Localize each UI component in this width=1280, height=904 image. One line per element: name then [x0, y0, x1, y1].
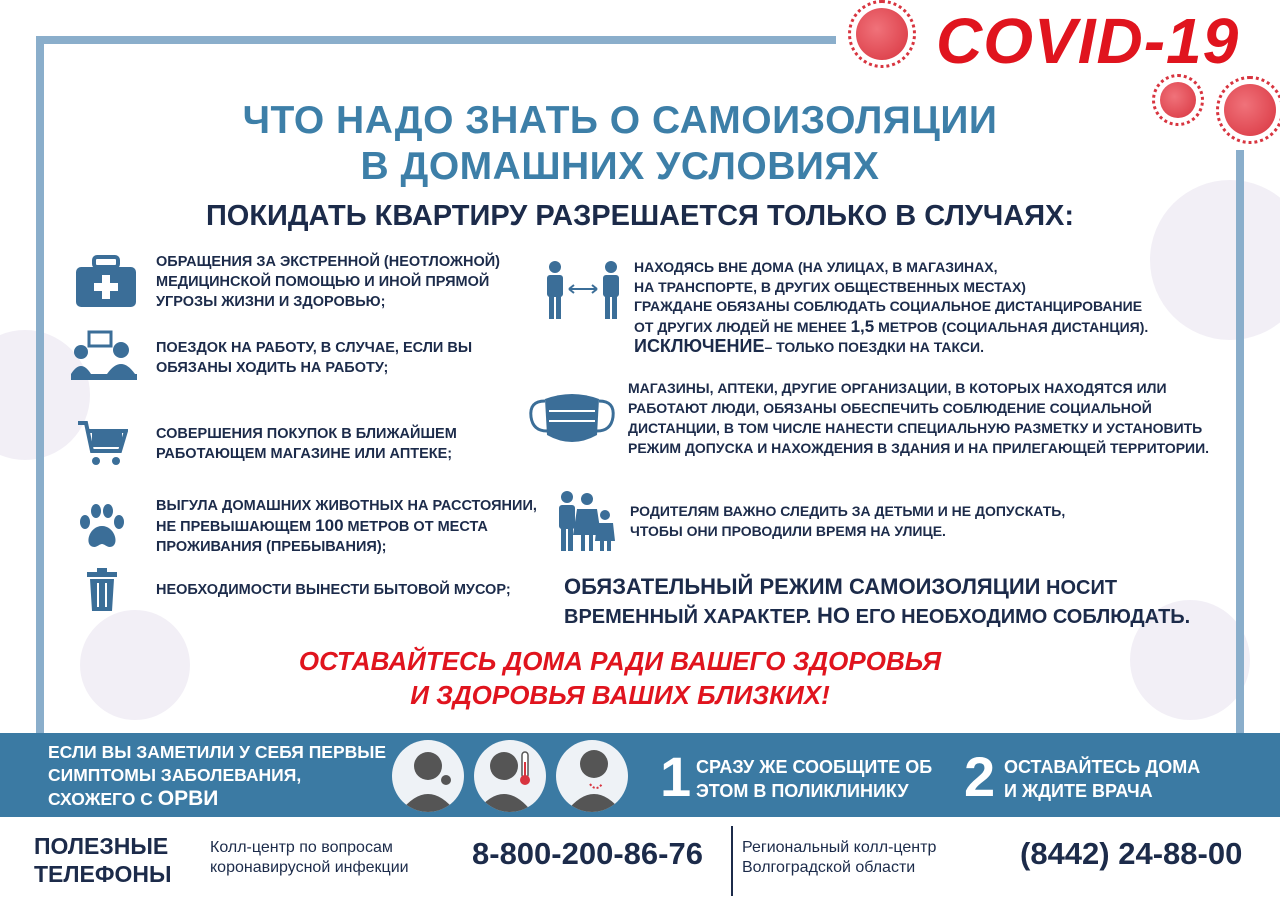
exception-label: ИСКЛЮЧЕНИЕ — [634, 336, 765, 356]
step-text — [1004, 755, 1200, 803]
text-line: ТЕЛЕФОНЫ — [34, 861, 172, 887]
text-line: И ЖДИТЕ ВРАЧА — [1004, 781, 1153, 801]
item-text: РОДИТЕЛЯМ ВАЖНО СЛЕДИТЬ ЗА ДЕТЬМИ И НЕ ДОПУСКАТЬ, ЧТОБЫ ОНИ ПРОВОДИЛИ ВРЕМЯ НА УЛИЦЕ. — [630, 503, 1066, 539]
background-virus-decoration — [80, 610, 190, 720]
frame-top — [36, 36, 836, 44]
note-part: ЕГО НЕОБХОДИМО СОБЛЮДАТЬ. — [850, 606, 1191, 628]
work-meeting-icon — [68, 330, 140, 386]
coughing-person-icon — [392, 740, 464, 812]
step-number: 1 — [660, 745, 692, 808]
note-part: ОБЯЗАТЕЛЬНЫЙ РЕЖИМ САМОИЗОЛЯЦИИ — [564, 574, 1041, 599]
text-part: – ТОЛЬКО ПОЕЗДКИ НА ТАКСИ. — [764, 339, 984, 355]
text-line — [48, 787, 398, 811]
useful-phones-label — [34, 832, 172, 888]
text-line: ОСТАВАЙТЕСЬ ДОМА — [1004, 757, 1201, 777]
list-item — [72, 252, 522, 312]
regional-phone-link[interactable]: (8442) 24-88-00 — [1020, 836, 1243, 871]
face-mask-icon — [526, 386, 618, 450]
trash-bin-icon — [72, 566, 132, 614]
text-line — [634, 317, 1148, 338]
frame-right — [1236, 150, 1244, 740]
text-line: ЕСЛИ ВЫ ЗАМЕТИЛИ У СЕБЯ ПЕРВЫЕ — [48, 742, 387, 762]
text-line: коронавирусной инфекции — [210, 859, 409, 876]
list-item — [72, 418, 522, 470]
text-number: 100 — [315, 516, 344, 535]
text-part: МЕТРОВ (СОЦИАЛЬНАЯ ДИСТАНЦИЯ). — [874, 318, 1149, 335]
self-isolation-note — [564, 573, 1204, 631]
stay-home-appeal — [200, 644, 1040, 712]
list-item — [540, 258, 1220, 358]
fever-thermometer-icon — [474, 740, 546, 812]
appeal-line: ОСТАВАЙТЕСЬ ДОМА РАДИ ВАШЕГО ЗДОРОВЬЯ — [298, 646, 942, 676]
text-line: ГРАЖДАНЕ ОБЯЗАНЫ СОБЛЮДАТЬ СОЦИАЛЬНОЕ ДИСТАНЦИРОВАНИЕ — [634, 298, 1143, 314]
page-title — [150, 98, 1090, 190]
text-line: СИМПТОМЫ ЗАБОЛЕВАНИЯ, — [48, 765, 302, 785]
title-line: В ДОМАШНИХ УСЛОВИЯХ — [360, 145, 880, 188]
virus-icon — [856, 8, 908, 60]
orvi-highlight: ОРВИ — [157, 787, 219, 810]
text-line: ЭТОМ В ПОЛИКЛИНИКУ — [696, 781, 909, 801]
symptoms-text — [48, 741, 398, 811]
hotline-caption — [210, 838, 409, 878]
frame-left — [36, 36, 44, 736]
footer-divider — [731, 826, 733, 896]
text-line: НАХОДЯСЬ ВНЕ ДОМА (НА УЛИЦАХ, В МАГАЗИНАХ, — [634, 259, 998, 275]
item-text: МАГАЗИНЫ, АПТЕКИ, ДРУГИЕ ОРГАНИЗАЦИИ, В КОТОРЫХ НАХОДЯТСЯ ИЛИ РАБОТАЮТ ЛЮДИ, ОБЯЗАНЫ ОБЕСПЕЧИТЬ СОБЛЮДЕНИЕ СОЦИАЛЬНОЙ ДИСТАНЦИИ, В ТОМ ЧИСЛЕ НАНЕСТИ СПЕЦИАЛЬНУЮ РАЗМЕТКУ И УСТАНОВИТЬ РЕЖИМ ДОПУСКА И НАХОЖДЕНИЯ В ЗДАНИЯ И НА ПРИЛЕГАЮЩЕЙ ТЕРРИТОРИИ. — [628, 380, 1210, 456]
list-item — [552, 488, 1092, 554]
family-icon — [552, 488, 618, 554]
list-item — [72, 566, 532, 614]
list-item — [72, 496, 552, 557]
item-text: ОБРАЩЕНИЯ ЗА ЭКСТРЕННОЙ (НЕОТЛОЖНОЙ) МЕДИЦИНСКОЙ ПОМОЩЬЮ И ИНОЙ ПРЯМОЙ УГРОЗЫ ЖИЗНИ И ЗДОРОВЬЮ; — [156, 254, 501, 310]
text-part: МЕТРОВ ОТ МЕСТА ПРОЖИВАНИЯ (ПРЕБЫВАНИЯ); — [156, 519, 488, 555]
note-part: НОСИТ ВРЕМЕННЫЙ ХАРАКТЕР. — [564, 577, 1118, 628]
step-number: 2 — [964, 745, 996, 808]
covid-badge: COVID-19 — [936, 5, 1240, 77]
item-text — [156, 496, 552, 557]
virus-icon — [1224, 84, 1276, 136]
text-line: НА ТРАНСПОРТЕ, В ДРУГИХ ОБЩЕСТВЕННЫХ МЕСТАХ) — [634, 278, 1026, 295]
paw-icon — [72, 501, 132, 553]
item-text — [634, 258, 1148, 358]
item-text: СОВЕРШЕНИЯ ПОКУПОК В БЛИЖАЙШЕМ РАБОТАЮЩЕМ МАГАЗИНЕ ИЛИ АПТЕКЕ; — [156, 426, 457, 462]
appeal-line: И ЗДОРОВЬЯ ВАШИХ БЛИЗКИХ! — [410, 680, 830, 710]
text-part: ВЫГУЛА ДОМАШНИХ ЖИВОТНЫХ НА РАССТОЯНИИ, НЕ ПРЕВЫШАЮЩЕМ — [156, 498, 537, 535]
list-item — [526, 378, 1216, 458]
hotline-phone-link[interactable]: 8-800-200-86-76 — [472, 836, 703, 871]
list-item — [68, 330, 528, 386]
first-aid-kit-icon — [72, 252, 140, 312]
regional-caption — [742, 838, 936, 878]
item-text: НЕОБХОДИМОСТИ ВЫНЕСТИ БЫТОВОЙ МУСОР; — [156, 582, 511, 598]
text-part: СХОЖЕГО С — [48, 789, 158, 809]
text-line: СРАЗУ ЖЕ СООБЩИТЕ ОБ — [696, 757, 933, 777]
sore-throat-icon — [556, 740, 628, 812]
note-part: НО — [817, 603, 851, 628]
text-line — [634, 337, 1148, 358]
text-line: Волгоградской области — [742, 859, 916, 876]
social-distance-icon — [540, 258, 626, 322]
text-line: ПОЛЕЗНЫЕ — [34, 833, 169, 859]
title-line: ЧТО НАДО ЗНАТЬ О САМОИЗОЛЯЦИИ — [242, 99, 998, 142]
step-text — [696, 755, 932, 803]
text-number: 1,5 — [850, 316, 875, 336]
shopping-cart-icon — [72, 418, 132, 470]
section-heading: ПОКИДАТЬ КВАРТИРУ РАЗРЕШАЕТСЯ ТОЛЬКО В СЛУЧАЯХ: — [205, 200, 1075, 232]
text-part: ОТ ДРУГИХ ЛЮДЕЙ НЕ МЕНЕЕ — [634, 318, 851, 335]
virus-icon — [1160, 82, 1196, 118]
text-line: Региональный колл-центр — [742, 839, 937, 856]
item-text: ПОЕЗДОК НА РАБОТУ, В СЛУЧАЕ, ЕСЛИ ВЫ ОБЯЗАНЫ ХОДИТЬ НА РАБОТУ; — [156, 340, 473, 376]
text-line: Колл-центр по вопросам — [210, 839, 393, 856]
